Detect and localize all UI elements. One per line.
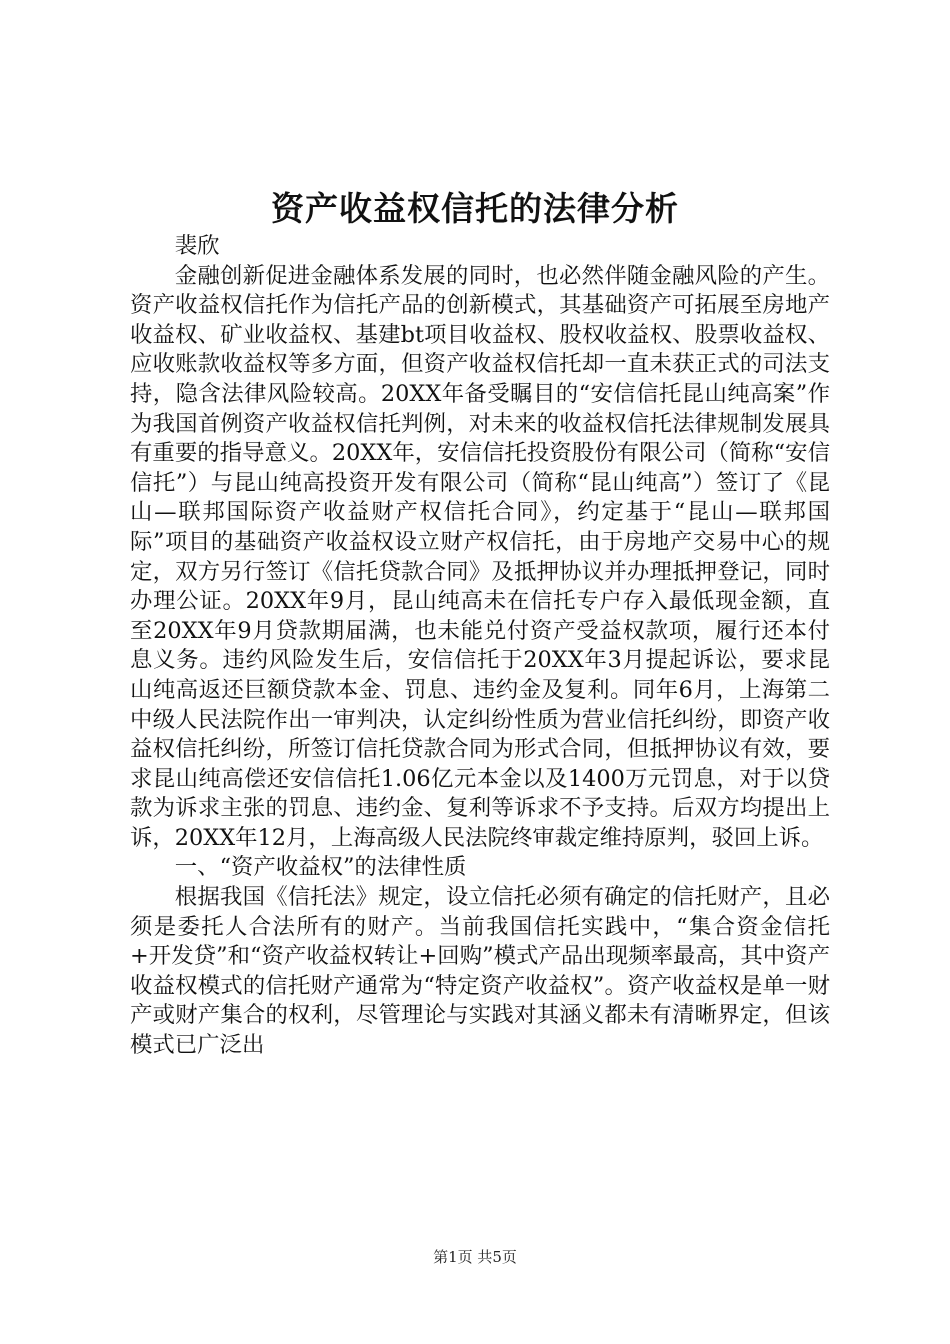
page-footer: 第1页 共5页 [433, 1248, 517, 1266]
paragraph: 根据我国《信托法》规定，设立信托必须有确定的信托财产，且必须是委托人合法所有的财产。当前我国信托实践中，“集合资金信托+开发贷”和“资产收益权转让+回购”模式产品出现频率最高，其中资产收益权模式的信托财产通常为“特定资产收益权”。资产收益权是单一财产或财产集合的权利，尽管理论与实践对其涵义都未有清晰界定，但该模式已广泛出 [130, 884, 830, 1059]
paragraph: 金融创新促进金融体系发展的同时，也必然伴随金融风险的产生。资产收益权信托作为信托产品的创新模式，其基础资产可拓展至房地产收益权、矿业收益权、基建bt项目收益权、股权收益权、股票收益权、应收账款收益权等多方面，但资产收益权信托却一直未获正式的司法支持，隐含法律风险较高。20XX年备受瞩目的“安信信托昆山纯高案”作为我国首例资产收益权信托判例，对未来的收益权信托法律规制发展具有重要的指导意义。20XX年，安信信托投资股份有限公司（简称“安信信托”）与昆山纯高投资开发有限公司（简称“昆山纯高”）签订了《昆山—联邦国际资产收益财产权信托合同》，约定基于“昆山—联邦国际”项目的基础资产收益权设立财产权信托，由于房地产交易中心的规定，双方另行签订《信托贷款合同》及抵押协议并办理抵押登记，同时办理公证。20XX年9月，昆山纯高未在信托专户存入最低现金额，直至20XX年9月贷款期届满，也未能兑付资产受益权款项，履行还本付息义务。违约风险发生后，安信信托于20XX年3月提起诉讼，要求昆山纯高返还巨额贷款本金、罚息、违约金及复利。同年6月，上海第二中级人民法院作出一审判决，认定纠纷性质为营业信托纠纷，即资产收益权信托纠纷，所签订信托贷款合同为形式合同，但抵押协议有效，要求昆山纯高偿还安信信托1.06亿元本金以及1400万元罚息，对于以贷款为诉求主张的罚息、违约金、复利等诉求不予支持。后双方均提出上诉，20XX年12月，上海高级人民法院终审裁定维持原判，驳回上诉。 [130, 262, 830, 851]
document-body [130, 232, 830, 1061]
document-title: 资产收益权信托的法律分析 [271, 189, 679, 228]
author-name: 裴欣 [174, 233, 220, 259]
section-heading: 一、“资产收益权”的法律性质 [174, 854, 467, 881]
